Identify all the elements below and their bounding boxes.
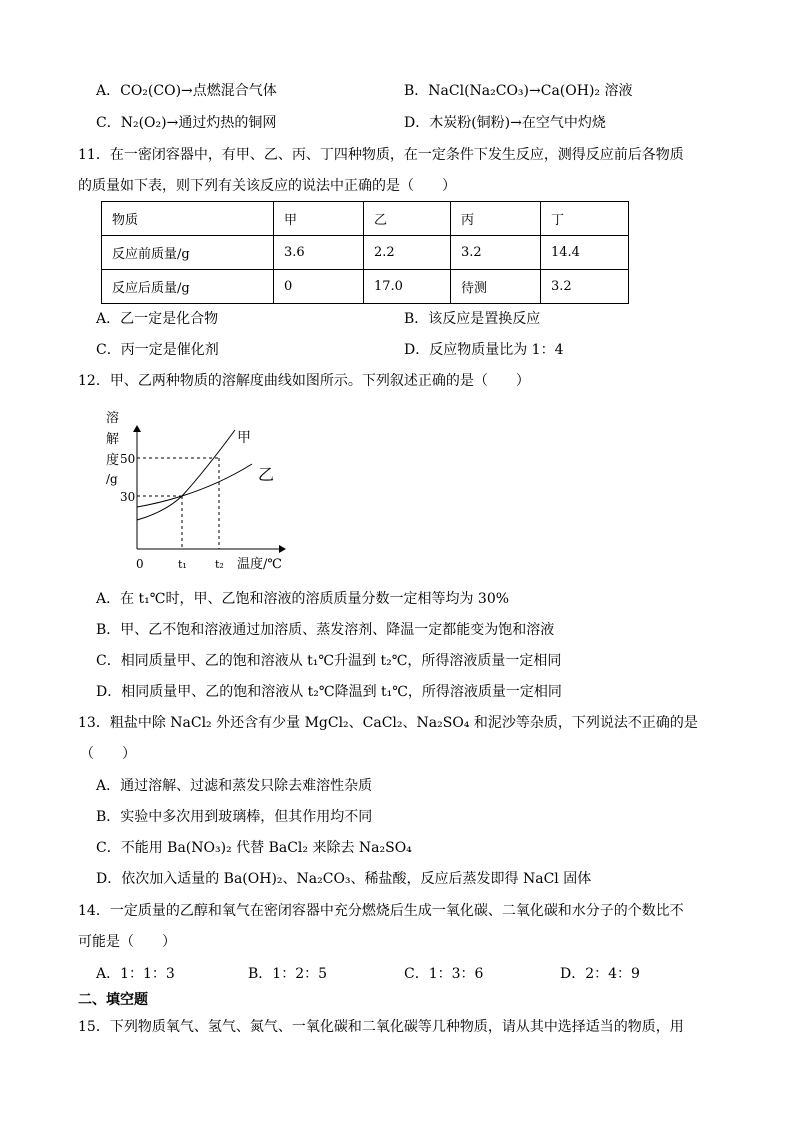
x-tick-label: t₂ [215,558,224,571]
q14-option-c: C．1：3：6 [404,966,484,982]
x-axis-label: 温度/℃ [237,557,282,572]
table-cell: 反应后质量/g [102,270,274,304]
q12-option-a: A．在 t₁℃时，甲、乙饱和溶液的溶质质量分数一定相等均为 30% [96,591,510,607]
table-cell: 反应前质量/g [102,236,274,270]
y-tick-label: 50 [120,452,136,466]
table-row [102,270,629,304]
table-header-cell: 乙 [364,202,451,236]
q10-option-a: A．CO₂(CO)→点燃混合气体 [96,83,277,99]
y-axis-label-char: 溶 [106,411,120,426]
table-row [102,202,629,236]
table-cell: 3.2 [451,236,541,270]
q11-option-c: C．丙一定是催化剂 [96,342,219,358]
q15-stem: 15．下列物质氧气、氢气、氮气、一氧化碳和二氧化碳等几种物质，请从其中选择适当的物质，用 [78,1019,684,1035]
q10-option-c: C．N₂(O₂)→通过灼热的铜网 [96,115,277,131]
series-jia-label: 甲 [237,430,251,446]
y-axis-label-char: 解 [106,432,120,447]
y-axis-label-char: /g [106,472,118,486]
q13-option-c: C．不能用 Ba(NO₃)₂ 代替 BaCl₂ 来除去 Na₂SO₄ [96,840,412,856]
q13-option-b: B．实验中多次用到玻璃棒，但其作用均不同 [96,809,373,825]
table-header-cell: 丙 [451,202,541,236]
solubility-chart [100,408,300,578]
x-tick-label: t₁ [178,558,187,571]
q12-option-d: D．相同质量甲、乙的饱和溶液从 t₂℃降温到 t₁℃，所得溶液质量一定相同 [96,684,562,700]
series-yi-label: 乙 [258,465,275,484]
q13-option-d: D．依次加入适量的 Ba(OH)₂、Na₂CO₃、稀盐酸，反应后蒸发即得 NaCl 固体 [96,871,592,887]
y-tick-label: 30 [120,490,136,504]
q11-option-b: B．该反应是置换反应 [404,311,541,327]
q14-stem-line1: 14．一定质量的乙醇和氧气在密闭容器中充分燃烧后生成一氧化碳、二氧化碳和水分子的个数比不 [78,903,684,919]
table-cell: 待测 [451,270,541,304]
q14-stem-line2: 可能是（ ） [78,934,176,950]
q11-option-a: A．乙一定是化合物 [96,311,219,327]
table-cell: 3.2 [541,270,629,304]
q10-option-b: B．NaCl(Na₂CO₃)→Ca(OH)₂ 溶液 [404,83,633,99]
q13-stem-line1: 13．粗盐中除 NaCl₂ 外还含有少量 MgCl₂、CaCl₂、Na₂SO₄ 和泥沙等杂质，下列说法不正确的是 [78,715,698,731]
table-cell: 14.4 [541,236,629,270]
q11-stem-line2: 的质量如下表，则下列有关该反应的说法中正确的是（ ） [78,178,456,194]
q12-option-c: C．相同质量甲、乙的饱和溶液从 t₁℃升温到 t₂℃，所得溶液质量一定相同 [96,653,562,669]
q11-stem-line1: 11．在一密闭容器中，有甲、乙、丙、丁四种物质，在一定条件下发生反应，测得反应前后各物质 [78,147,684,163]
q11-mass-table [101,201,629,304]
origin-label: 0 [136,557,144,571]
q10-option-d: D．木炭粉(铜粉)→在空气中灼烧 [404,115,606,131]
q14-option-d: D．2：4：9 [560,966,640,982]
table-cell: 3.6 [274,236,364,270]
section-heading: 二、填空题 [78,992,148,1008]
q12-option-b: B．甲、乙不饱和溶液通过加溶质、蒸发溶剂、降温一定都能变为饱和溶液 [96,622,555,638]
q11-option-d: D．反应物质量比为 1：4 [404,342,564,358]
y-axis-label-char: 度 [106,453,120,468]
series-yi-line [137,464,252,507]
q12-stem: 12．甲、乙两种物质的溶解度曲线如图所示。下列叙述正确的是（ ） [78,373,530,389]
table-row [102,236,629,270]
q13-option-a: A．通过溶解、过滤和蒸发只除去难溶性杂质 [96,778,373,794]
table-cell: 2.2 [364,236,451,270]
q14-option-a: A．1：1：3 [96,966,175,982]
table-header-cell: 物质 [102,202,274,236]
q13-stem-line2: （ ） [80,746,136,762]
table-header-cell: 丁 [541,202,629,236]
table-cell: 0 [274,270,364,304]
series-jia-line [137,430,235,520]
table-cell: 17.0 [364,270,451,304]
q14-option-b: B．1：2：5 [248,966,328,982]
table-header-cell: 甲 [274,202,364,236]
